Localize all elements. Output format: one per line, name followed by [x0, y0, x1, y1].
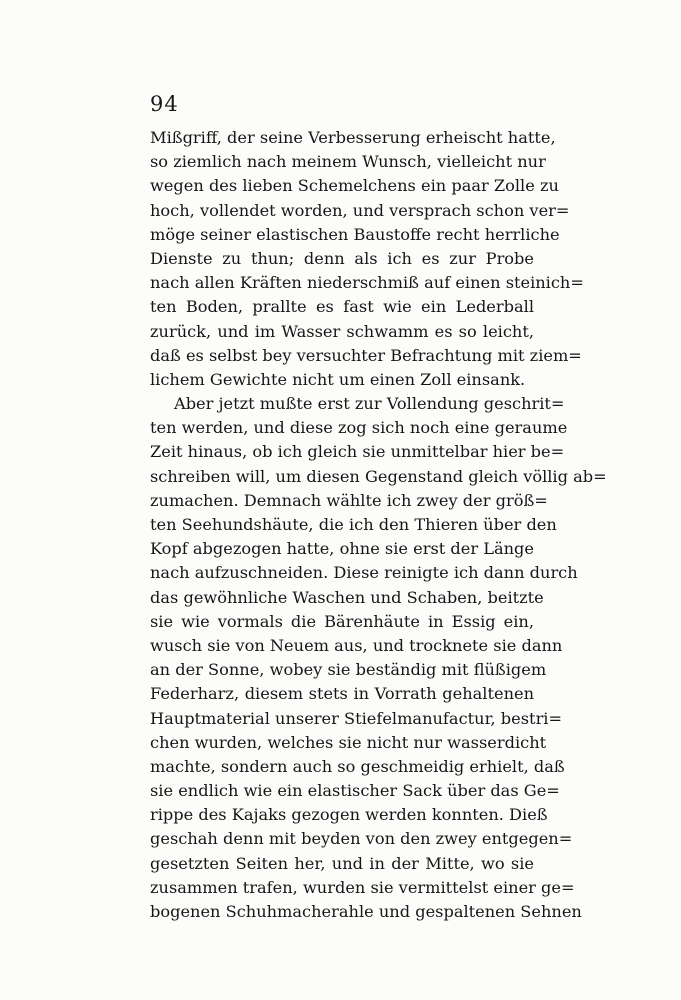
text-line: so ziemlich nach meinem Wunsch, vielleicht nur [150, 152, 546, 172]
text-line: zusammen trafen, wurden sie vermittelst einer ge= [150, 877, 575, 897]
page-number: 94 [150, 92, 179, 116]
text-line: geschah denn mit beyden von den zwey entgegen= [150, 829, 573, 849]
text-line: zumachen. Demnach wählte ich zwey der größ= [150, 490, 548, 510]
text-line: ten Boden, prallte es fast wie ein Lederball [150, 297, 534, 317]
text-line: rippe des Kajaks gezogen werden konnten. Dieß [150, 805, 548, 825]
text-line: Hauptmaterial unserer Stiefelmanufactur, bestri= [150, 708, 563, 728]
text-line: Kopf abgezogen hatte, ohne sie erst der Länge [150, 539, 535, 559]
text-line: Mißgriff, der seine Verbesserung erheischt hatte, [150, 128, 556, 147]
text-line: schreiben will, um diesen Gegenstand gleich völlig ab= [150, 466, 607, 486]
text-line: nach allen Kräften niederschmiß auf einen steinich= [150, 273, 584, 293]
text-line: chen wurden, welches sie nicht nur wasserdicht [150, 732, 547, 752]
text-line: möge seiner elastischen Baustoffe recht herrliche [150, 224, 560, 244]
text-line: hoch, vollendet worden, und versprach schon ver= [150, 200, 570, 220]
text-line: ten werden, und diese zog sich noch eine geraume [150, 418, 568, 438]
text-line: bogenen Schuhmacherahle und gespaltenen Sehnen [150, 902, 582, 921]
text-line: wusch sie von Neuem aus, und trocknete sie dann [150, 635, 563, 655]
text-line: Dienste zu thun; denn als ich es zur Probe [150, 248, 534, 268]
body-text [150, 126, 607, 924]
text-line: sie wie vormals die Bärenhäute in Essig ein, [150, 611, 534, 631]
text-line: nach aufzuschneiden. Diese reinigte ich dann durch [150, 563, 578, 583]
text-line: Aber jetzt mußte erst zur Vollendung geschrit= [174, 394, 565, 414]
text-line: machte, sondern auch so geschmeidig erhielt, daß [150, 756, 565, 776]
text-line: lichem Gewichte nicht um einen Zoll einsank. [150, 369, 526, 389]
text-line: wegen des lieben Schemelchens ein paar Zolle zu [150, 176, 559, 196]
text-line: sie endlich wie ein elastischer Sack über das Ge= [150, 781, 560, 801]
text-line: gesetzten Seiten her, und in der Mitte, wo sie [150, 853, 534, 873]
text-line: an der Sonne, wobey sie beständig mit flüßigem [150, 660, 547, 680]
text-line: zurück, und im Wasser schwamm es so leicht, [150, 321, 534, 341]
text-line: Zeit hinaus, ob ich gleich sie unmittelbar hier be= [150, 442, 565, 462]
text-line: Federharz, diesem stets in Vorrath gehaltenen [150, 684, 534, 704]
text-line: das gewöhnliche Waschen und Schaben, beitzte [150, 587, 544, 607]
text-line: daß es selbst bey versuchter Befrachtung mit ziem= [150, 345, 582, 365]
text-line: ten Seehundshäute, die ich den Thieren über den [150, 515, 557, 534]
